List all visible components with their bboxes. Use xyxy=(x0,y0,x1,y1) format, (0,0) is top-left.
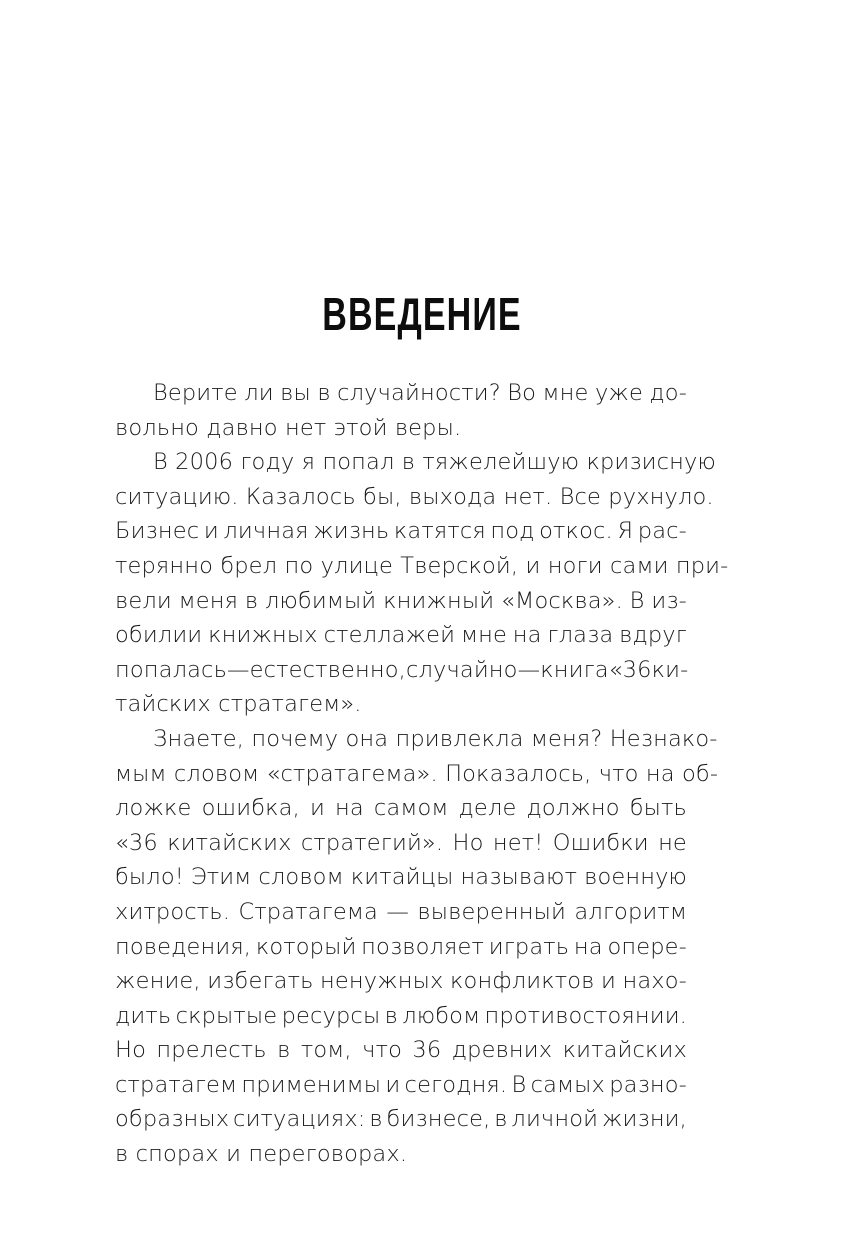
word: разно- xyxy=(609,1071,687,1098)
word: вольно давно нет этой веры. xyxy=(115,414,462,441)
text-line xyxy=(115,791,687,826)
word: словом xyxy=(258,864,344,891)
word: дить xyxy=(115,1002,172,1029)
word: ли xyxy=(244,380,274,406)
word: любом xyxy=(402,1002,481,1029)
word: и xyxy=(203,518,219,545)
word: мне xyxy=(460,622,507,649)
word: китайских xyxy=(562,1037,687,1064)
word: Ошибки xyxy=(552,829,649,856)
word: хитрость. xyxy=(115,898,231,925)
page-title: ВВЕДЕНИЕ xyxy=(322,287,522,340)
word: ситуациях: xyxy=(233,1106,366,1133)
word: — xyxy=(226,656,250,683)
word: Стратагема xyxy=(238,898,378,925)
word: поведения, xyxy=(115,933,252,960)
text-line xyxy=(115,584,687,619)
word: ненужных xyxy=(320,968,444,995)
word: вдруг xyxy=(619,622,687,649)
word: жение, xyxy=(115,968,201,995)
word: В 2006 году я попал в тяжелейшую кризисную xyxy=(153,449,716,476)
word: из- xyxy=(651,587,687,614)
word: на xyxy=(335,795,364,822)
word: ошибка, xyxy=(201,795,300,822)
word: рас- xyxy=(637,518,687,545)
word: книга xyxy=(540,656,609,683)
word: В xyxy=(511,1071,527,1098)
text-line xyxy=(115,445,716,480)
word: Этим xyxy=(190,864,252,891)
word: в xyxy=(369,1106,383,1133)
word: естественно, xyxy=(249,656,406,683)
word: самом xyxy=(373,795,449,822)
word: личной xyxy=(511,1106,599,1133)
word: называют xyxy=(460,864,578,891)
word: и xyxy=(309,795,325,822)
word: деле xyxy=(458,795,517,822)
word: меня xyxy=(178,587,239,614)
word: ресурсы xyxy=(281,1002,381,1029)
paragraph xyxy=(115,445,729,722)
word: ситуацию. Казалось бы, выхода нет. Все рухнуло. xyxy=(115,483,714,510)
word: В xyxy=(629,587,645,614)
text-line xyxy=(115,826,687,861)
word: прелесть xyxy=(156,1037,267,1064)
word: «Москва». xyxy=(500,587,623,614)
word: самых xyxy=(530,1071,605,1098)
word: Но xyxy=(115,1037,146,1064)
word: бизнесе, xyxy=(386,1106,491,1133)
word: Верите xyxy=(153,380,238,406)
word: в спорах и переговорах. xyxy=(115,1141,408,1168)
word: глаза xyxy=(547,622,614,649)
word: — xyxy=(517,656,541,683)
text-line xyxy=(115,376,687,411)
word: книжный xyxy=(383,587,495,614)
word: жизнь xyxy=(313,518,390,545)
word: нет! xyxy=(492,829,544,856)
word: том, xyxy=(300,1037,352,1064)
text-line xyxy=(115,480,714,515)
word: тайских стратагем». xyxy=(115,691,362,718)
word: нахо- xyxy=(622,968,687,995)
word: применимы xyxy=(241,1071,382,1098)
word: мне xyxy=(542,380,589,406)
word: стратагем xyxy=(115,1071,238,1098)
word: 36 xyxy=(412,1037,442,1064)
word: алгоритм xyxy=(574,898,687,925)
word: скрытые xyxy=(175,1002,278,1029)
word: ложке xyxy=(115,795,192,822)
word: катятся xyxy=(393,518,486,545)
word: китайцы xyxy=(350,864,454,891)
word: вы xyxy=(280,380,311,406)
word: в xyxy=(277,1037,291,1064)
word: попалась xyxy=(115,656,227,683)
text-line xyxy=(115,757,719,792)
text-line xyxy=(115,895,687,930)
word: быть xyxy=(629,795,687,822)
word: позволяет xyxy=(361,933,484,960)
text-line xyxy=(115,411,687,446)
text-line xyxy=(115,964,687,999)
word: случайности? xyxy=(337,380,501,406)
word: мым словом «стратагема». Показалось, что на об- xyxy=(115,760,719,787)
text-line xyxy=(115,1102,687,1137)
word: любимый xyxy=(264,587,377,614)
text-line xyxy=(115,549,729,584)
text-line xyxy=(115,687,687,722)
word: Я xyxy=(617,518,634,545)
word: сегодня. xyxy=(404,1071,508,1098)
word: китайских xyxy=(167,829,292,856)
word: военную xyxy=(584,864,687,891)
word: терянно брел по улице Тверской, и ноги сами при- xyxy=(115,552,729,579)
word: обилии xyxy=(115,622,203,649)
text-line xyxy=(115,1137,687,1172)
word: в xyxy=(494,1106,508,1133)
word: и xyxy=(385,1071,401,1098)
word: выверенный xyxy=(417,898,566,925)
text-line xyxy=(115,618,687,653)
word: ки- xyxy=(651,656,689,683)
text-line xyxy=(115,514,687,549)
paragraph xyxy=(115,722,719,1172)
word: играть xyxy=(488,933,570,960)
word: древних xyxy=(451,1037,553,1064)
word: стеллажей xyxy=(323,622,456,649)
word: опере- xyxy=(607,933,687,960)
text-line xyxy=(115,1068,687,1103)
word: должно xyxy=(526,795,620,822)
word: личная xyxy=(223,518,309,545)
word: не xyxy=(658,829,687,856)
text-line xyxy=(115,653,687,688)
word: конфликтов xyxy=(450,968,595,995)
word: в xyxy=(384,1002,398,1029)
word: откос. xyxy=(539,518,613,545)
word: «36 xyxy=(115,829,158,856)
word: книжных xyxy=(208,622,318,649)
word: и xyxy=(600,968,616,995)
body-text-block xyxy=(115,376,729,1172)
word: Бизнес xyxy=(115,518,200,545)
word: «36 xyxy=(608,656,652,683)
text-line xyxy=(115,1033,687,1068)
text-line xyxy=(115,999,687,1034)
word: — xyxy=(386,898,409,925)
word: что xyxy=(362,1037,402,1064)
word: под xyxy=(490,518,535,545)
word: случайно xyxy=(405,656,518,683)
word: вели xyxy=(115,587,172,614)
word: Во xyxy=(507,380,537,406)
word: на xyxy=(512,622,542,649)
word: уже xyxy=(594,380,643,406)
word: образных xyxy=(115,1106,230,1133)
word: избегать xyxy=(207,968,314,995)
word: стратегий». xyxy=(300,829,444,856)
word: в xyxy=(317,380,331,406)
word: противостоянии. xyxy=(484,1002,687,1029)
word: Но xyxy=(452,829,484,856)
word: в xyxy=(244,587,259,614)
text-line xyxy=(115,860,687,895)
word: на xyxy=(573,933,603,960)
word: жизни, xyxy=(601,1106,687,1133)
word: до- xyxy=(649,380,687,406)
paragraph xyxy=(115,376,687,445)
text-line xyxy=(115,722,718,757)
word: было! xyxy=(115,864,184,891)
word: который xyxy=(255,933,357,960)
text-line xyxy=(115,930,687,965)
word: Знаете, почему она привлекла меня? Незнако- xyxy=(153,725,718,752)
